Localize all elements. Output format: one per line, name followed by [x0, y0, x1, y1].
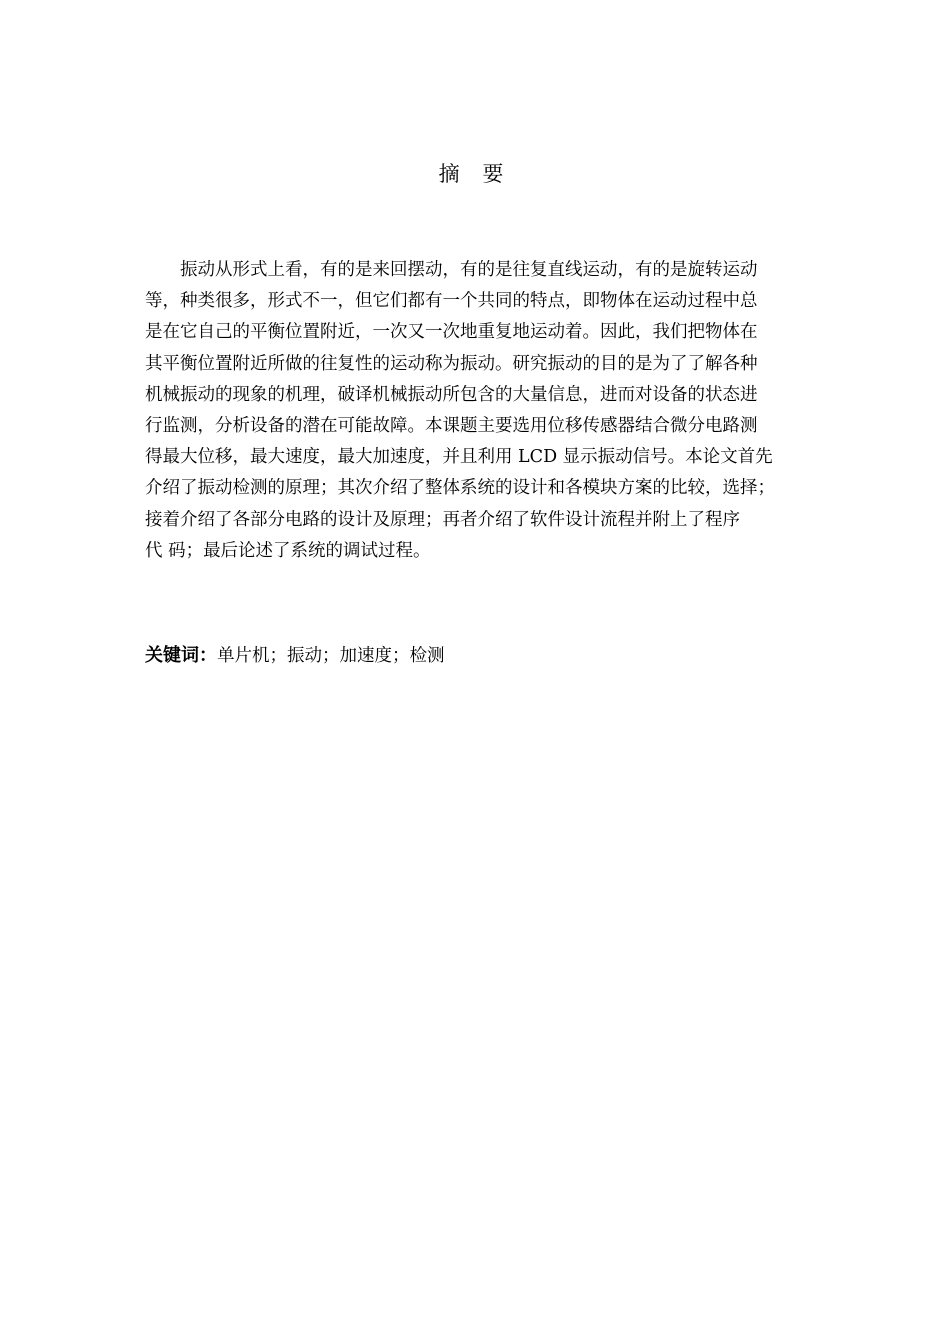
keywords-value: 单片机；振动；加速度；检测: [217, 646, 445, 666]
abstract-body: [145, 255, 825, 567]
abstract-line: 等，种类很多，形式不一，但它们都有一个共同的特点，即物体在运动过程中总: [145, 291, 758, 312]
abstract-line: 机械振动的现象的机理，破译机械振动所包含的大量信息，进而对设备的状态进: [145, 384, 758, 405]
keywords-section: [145, 641, 445, 671]
abstract-line: 振动从形式上看，有的是来回摆动，有的是往复直线运动，有的是旋转运动: [180, 260, 758, 280]
abstract-line: 行监测，分析设备的潜在可能故障。本课题主要选用位移传感器结合微分电路测: [145, 415, 758, 436]
keywords-label: 关键词：: [145, 645, 217, 666]
abstract-line: 接着介绍了各部分电路的设计及原理；再者介绍了软件设计流程并附上了程序: [145, 509, 740, 530]
abstract-line: 介绍了振动检测的原理；其次介绍了整体系统的设计和各模块方案的比较，选择；: [145, 478, 775, 499]
abstract-line: 得最大位移，最大速度，最大加速度，并且利用 LCD 显示振动信号。本论文首先: [145, 447, 773, 468]
abstract-line: 其平衡位置附近所做的往复性的运动称为振动。研究振动的目的是为了了解各种: [145, 353, 758, 374]
abstract-line: 代 码；最后论述了系统的调试过程。: [145, 540, 431, 561]
abstract-line: 是在它自己的平衡位置附近，一次又一次地重复地运动着。因此，我们把物体在: [145, 322, 758, 343]
page-title: 摘 要: [438, 162, 512, 186]
